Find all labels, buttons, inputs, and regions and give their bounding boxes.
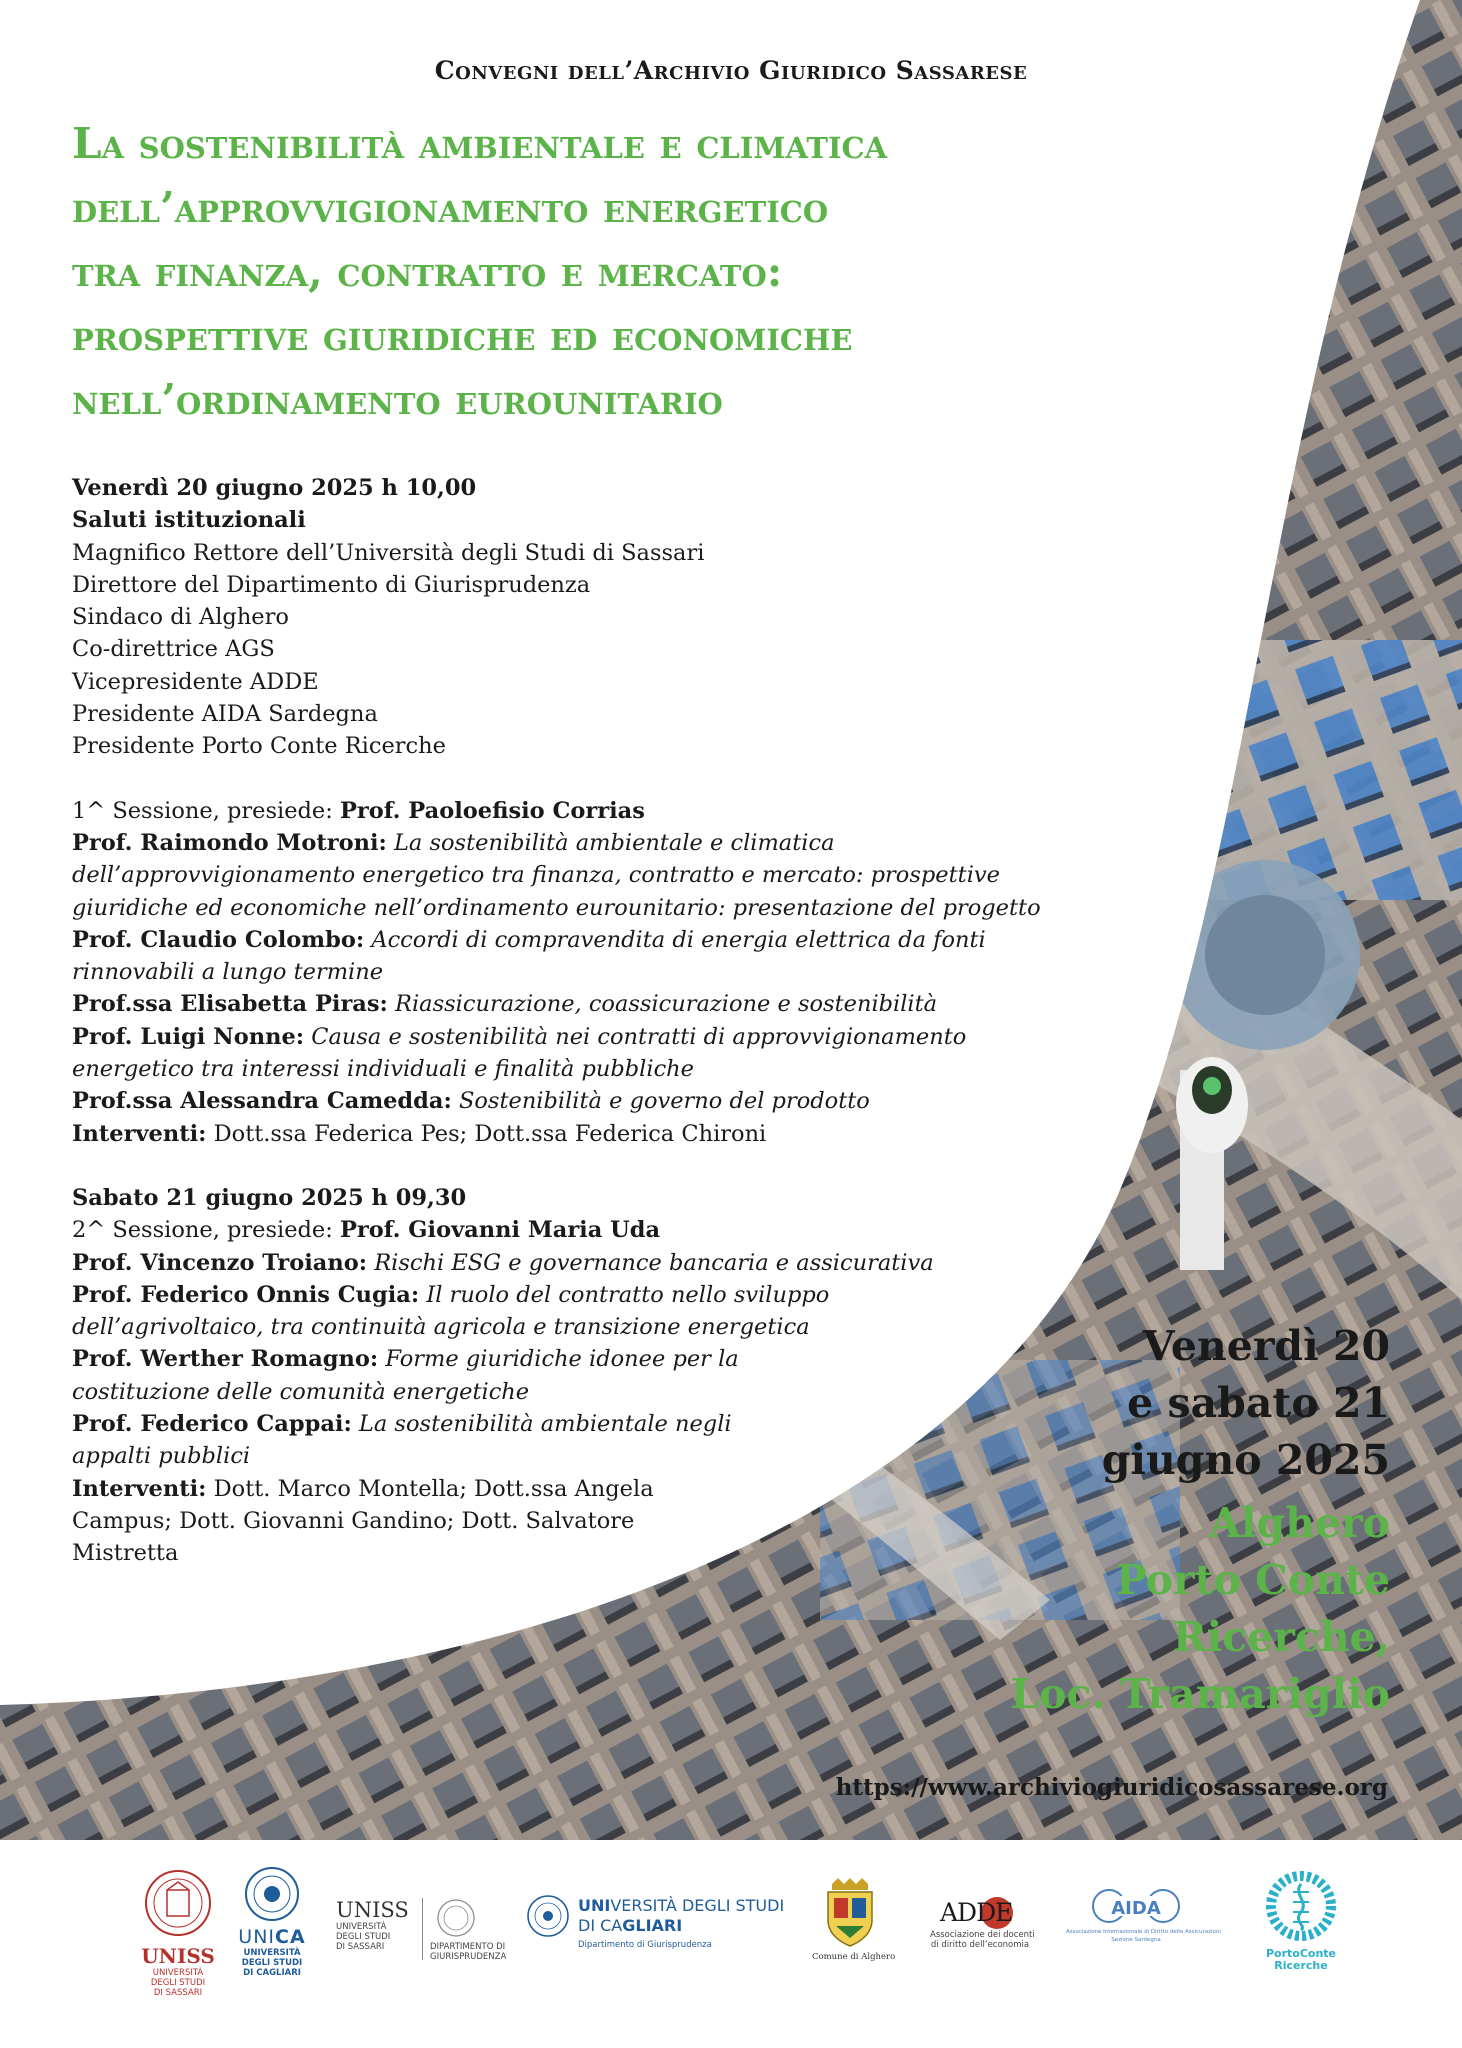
- unica-dept-name-b: VERSITÀ DEGLI STUDI: [610, 1896, 785, 1915]
- website-link[interactable]: https://www.archiviogiuridicosassarese.org: [835, 1774, 1388, 1801]
- interventions-names: Mistretta: [72, 1540, 179, 1567]
- talk: [72, 1343, 1012, 1375]
- pcr-gear-icon: [1263, 1868, 1339, 1944]
- date-line: giugno 2025: [1101, 1436, 1390, 1484]
- title-line: La sostenibilità ambientale e climatica: [72, 119, 888, 168]
- talk: [72, 988, 1012, 1020]
- unica-logo: [232, 1866, 312, 1978]
- unica-dept-line2: [578, 1916, 682, 1935]
- talk-title: dell’agrivoltaico, tra continuità agricola e transizione energetica: [72, 1314, 810, 1341]
- uniss-dept-name: UNISS: [336, 1898, 409, 1922]
- interventions-names: Dott. Marco Montella; Dott.ssa Angela: [206, 1475, 654, 1502]
- speaker: Prof. Federico Cappai:: [72, 1411, 352, 1438]
- talk-title: giuridiche ed economiche nell’ordinamento eurounitario: presentazione del progetto: [72, 894, 1041, 921]
- unica-name-a: UNI: [238, 1926, 276, 1948]
- talk-title: Accordi di compravendita di energia elettrica da fonti: [364, 926, 986, 953]
- porto-conte-ricerche-logo: [1256, 1868, 1346, 1972]
- uniss-dept-dept: GIURISPRUDENZA: [430, 1952, 507, 1962]
- speaker: Prof. Claudio Colombo:: [72, 926, 365, 953]
- aida-sub: Sezione Sardegna: [1111, 1937, 1161, 1943]
- unica-sub: DI CAGLIARI: [243, 1968, 301, 1978]
- talk: [72, 827, 1012, 859]
- talk: [72, 1021, 1012, 1053]
- talk-title: La sostenibilità ambientale negli: [351, 1411, 732, 1438]
- uniss-dept-seal-icon: [436, 1898, 476, 1938]
- talk-title: Il ruolo del contratto nello sviluppo: [419, 1281, 830, 1308]
- pcr-name: Ricerche: [1274, 1959, 1328, 1972]
- uniss-dept-dept: DIPARTIMENTO DI: [430, 1942, 506, 1952]
- talk-title: appalti pubblici: [72, 1443, 251, 1470]
- aida-name: AIDA: [1111, 1898, 1161, 1919]
- greeting-item: Direttore del Dipartimento di Giurisprudenza: [72, 571, 591, 598]
- talk-title: rinnovabili a lungo termine: [72, 959, 384, 986]
- speaker: Prof. Raimondo Motroni:: [72, 829, 387, 856]
- greeting-item: Presidente Porto Conte Ricerche: [72, 733, 446, 760]
- unica-sub: DEGLI STUDI: [241, 1958, 303, 1968]
- talk-title: costituzione delle comunità energetiche: [72, 1378, 530, 1405]
- aida-sub: Associazione Internazionale di Diritto delle Assicurazioni: [1066, 1929, 1221, 1935]
- uniss-sub: DI SASSARI: [153, 1988, 203, 1998]
- conference-title: [72, 112, 1112, 432]
- alghero-coat-of-arms-icon: [820, 1876, 880, 1948]
- talk: [72, 1279, 1012, 1311]
- unica-dept-seal-icon: [526, 1894, 570, 1938]
- unica-name: [232, 1926, 312, 1948]
- talk-title: Rischi ESG e governance bancaria e assicurativa: [367, 1249, 934, 1276]
- session-chair: Prof. Giovanni Maria Uda: [339, 1217, 661, 1244]
- talk: [72, 1408, 1012, 1440]
- talk: [72, 924, 1012, 956]
- venue-line: Alghero: [1209, 1499, 1390, 1547]
- talk-title: Forme giuridiche idonee per la: [378, 1346, 739, 1373]
- title-line: tra finanza, contratto e mercato:: [72, 247, 783, 296]
- uniss-sub: DEGLI STUDI: [150, 1978, 206, 1988]
- uniss-dept-sub: DI SASSARI: [336, 1942, 385, 1952]
- uniss-seal-icon: [143, 1868, 213, 1938]
- greeting-item: Vicepresidente ADDE: [72, 668, 319, 695]
- greeting-item: Presidente AIDA Sardegna: [72, 701, 378, 728]
- unica-dept-dept: Dipartimento di Giurisprudenza: [578, 1940, 712, 1950]
- alghero-logo: [812, 1876, 896, 1962]
- pcr-name: PortoConte: [1265, 1947, 1337, 1960]
- interventions: [72, 1473, 1012, 1505]
- interventions-label: Interventi:: [72, 1475, 207, 1502]
- session-chair: Prof. Paoloefisio Corrias: [339, 797, 645, 824]
- speaker: Prof.ssa Alessandra Camedda:: [72, 1088, 452, 1115]
- greeting-item: Co-direttrice AGS: [72, 636, 275, 663]
- session-label: 2^ Sessione, presiede:: [72, 1217, 340, 1244]
- aida-logo: [1066, 1888, 1221, 1944]
- adde-logo: [930, 1896, 1035, 1950]
- adde-sub: Associazione dei docenti: [930, 1930, 1035, 1940]
- event-dates: [1102, 1318, 1390, 1489]
- day2-heading: Sabato 21 giugno 2025 h 09,30: [72, 1184, 467, 1211]
- program: [72, 472, 1041, 1570]
- unica-dept-line1: [578, 1896, 784, 1915]
- speaker: Prof.ssa Elisabetta Piras:: [72, 991, 388, 1018]
- talk: [72, 1247, 1012, 1279]
- unica-dept-line2-a: DI CA: [578, 1916, 623, 1935]
- unica-sub: UNIVERSITÀ: [243, 1948, 301, 1958]
- session-label: 1^ Sessione, presiede:: [72, 797, 340, 824]
- title-line: prospettive giuridiche ed economiche: [72, 311, 853, 360]
- greeting-item: Sindaco di Alghero: [72, 604, 289, 631]
- venue-line: Loc. Tramariglio: [1010, 1670, 1390, 1718]
- talk-title: Riassicurazione, coassicurazione e sostenibilità: [387, 991, 938, 1018]
- interventions-label: Interventi:: [72, 1120, 207, 1147]
- interventions-names: Campus; Dott. Giovanni Gandino; Dott. Salvatore: [72, 1507, 635, 1534]
- venue-line: Ricerche,: [1172, 1613, 1390, 1661]
- session2-line: [72, 1214, 1012, 1246]
- talk: [72, 1085, 1012, 1117]
- unica-name-b: CA: [275, 1926, 306, 1948]
- interventions-names: Dott.ssa Federica Pes; Dott.ssa Federica Chironi: [206, 1120, 767, 1147]
- date-line: Venerdì 20: [1142, 1322, 1390, 1370]
- title-line: dell’approvvigionamento energetico: [72, 183, 829, 232]
- uniss-logo: [128, 1868, 228, 1998]
- unica-dept-line2-b: GLIARI: [622, 1916, 683, 1935]
- speaker: Prof. Werther Romagno:: [72, 1346, 379, 1373]
- day1-heading: Venerdì 20 giugno 2025 h 10,00: [72, 475, 477, 501]
- greeting-item: Magnifico Rettore dell’Università degli Studi di Sassari: [72, 539, 705, 566]
- uniss-sub: UNIVERSITÀ: [152, 1968, 204, 1978]
- speaker: Prof. Federico Onnis Cugia:: [72, 1281, 420, 1308]
- speaker: Prof. Luigi Nonne:: [72, 1023, 305, 1050]
- venue-line: Porto Conte: [1115, 1556, 1390, 1604]
- title-line: nell’ordinamento eurounitario: [72, 375, 723, 424]
- talk-title: La sostenibilità ambientale e climatica: [386, 829, 835, 856]
- adde-name: ADDE: [940, 1898, 1013, 1927]
- uniss-name: UNISS: [141, 1944, 215, 1968]
- uniss-dept-sub: DEGLI STUDI: [336, 1932, 391, 1942]
- talk-title: Causa e sostenibilità nei contratti di approvvigionamento: [304, 1023, 967, 1050]
- event-venue: [1010, 1495, 1390, 1723]
- talk-title: dell’approvvigionamento energetico tra finanza, contratto e mercato: prospettive: [72, 862, 1000, 889]
- unica-seal-icon: [244, 1866, 300, 1922]
- unica-dept-name-a: UNI: [578, 1896, 611, 1915]
- adde-sub: di diritto dell’economia: [930, 1940, 1030, 1950]
- speaker: Prof. Vincenzo Troiano:: [72, 1249, 368, 1276]
- alghero-caption: Comune di Alghero: [812, 1952, 896, 1962]
- interventions: [72, 1118, 1012, 1150]
- date-line: e sabato 21: [1127, 1379, 1390, 1427]
- session1-line: [72, 795, 1012, 827]
- talk-title: energetico tra interessi individuali e finalità pubbliche: [72, 1056, 694, 1083]
- uniss-dept-sub: UNIVERSITÀ: [336, 1922, 387, 1932]
- series-header: Convegni dell’Archivio Giuridico Sassarese: [434, 56, 1028, 85]
- logo-strip: [0, 1840, 1462, 2048]
- talk-title: Sostenibilità e governo del prodotto: [451, 1088, 870, 1115]
- greetings-heading: Saluti istituzionali: [72, 507, 306, 534]
